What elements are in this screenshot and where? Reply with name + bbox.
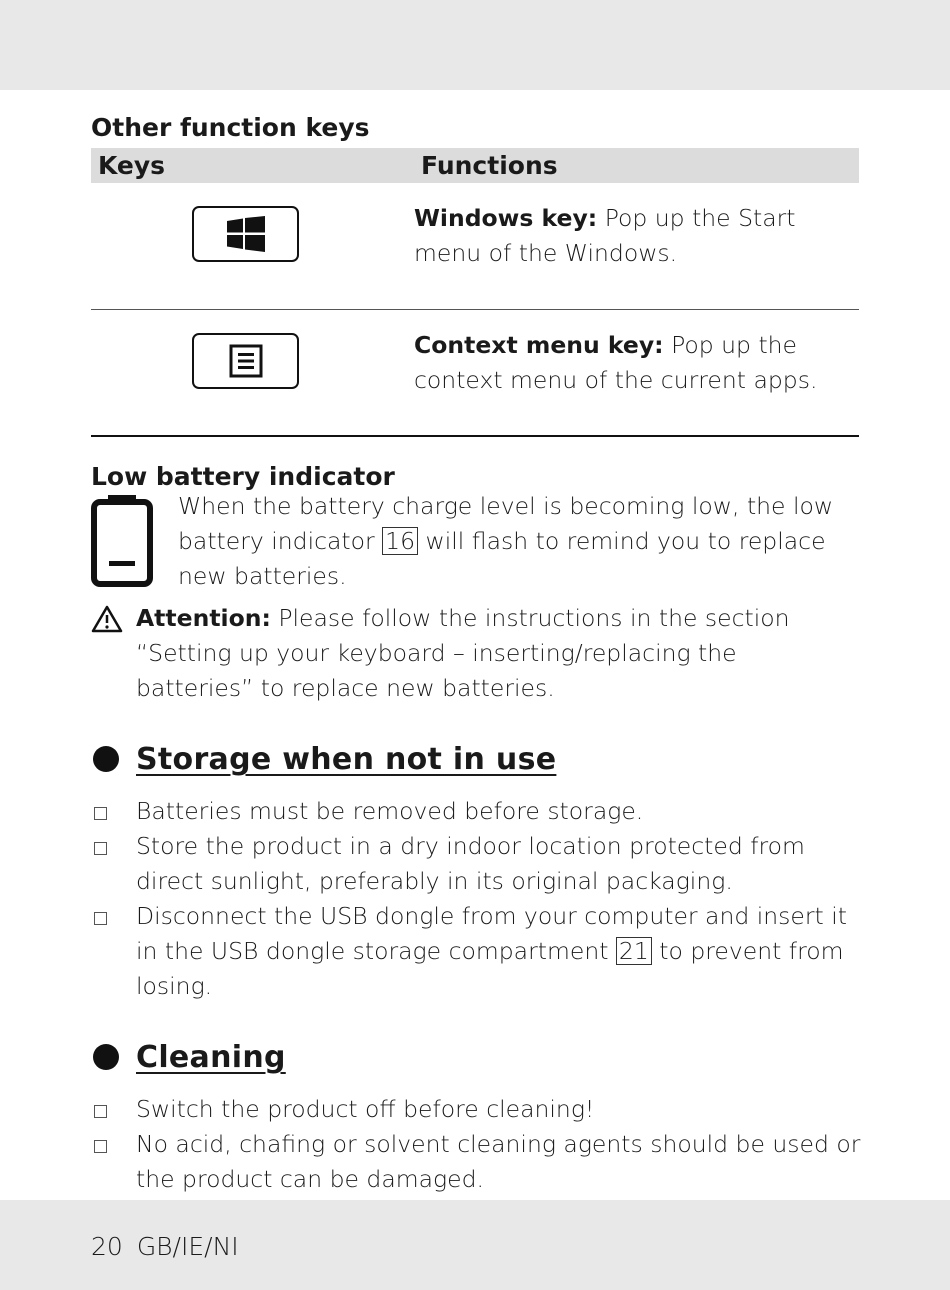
list-item-text: Disconnect the USB dongle from your computer and insert it in the USB dongle storage compartment: [136, 902, 847, 965]
attention-note: [91, 601, 861, 706]
list-item: [91, 1092, 861, 1127]
page-number: 20: [91, 1232, 123, 1261]
checkbox-square-icon: [94, 1105, 107, 1118]
list-item-text: No acid, chafing or solvent cleaning agents should be used or the product can be damaged.: [136, 1130, 861, 1193]
low-battery-text: [178, 489, 868, 594]
list-item: [91, 899, 861, 1004]
storage-list: [91, 794, 861, 1004]
windows-keycap: [192, 206, 299, 262]
attention-term: Attention:: [136, 604, 271, 632]
storage-title: Storage when not in use: [136, 742, 557, 777]
storage-compartment-ref: 21: [616, 937, 652, 965]
header-functions: Functions: [407, 148, 859, 183]
table-row: [91, 310, 859, 437]
region-code: GB/IE/NI: [136, 1232, 239, 1261]
low-battery-heading: Low battery indicator: [91, 462, 395, 491]
attention-text: Please follow the instructions in the section “Setting up your keyboard – inserting/replacing the batteries” to replace new batteries.: [136, 604, 790, 702]
low-battery-section: [91, 459, 861, 590]
cleaning-title: Cleaning: [136, 1040, 286, 1075]
list-item: [91, 829, 861, 899]
warning-icon: [91, 605, 123, 633]
table-header-row: [91, 148, 859, 183]
cleaning-list: [91, 1092, 861, 1197]
list-item: [91, 794, 861, 829]
bullet-dot-icon: [93, 746, 119, 772]
header-band: [0, 0, 950, 90]
battery-text-after: will flash to remind you to replace new batteries.: [178, 527, 826, 590]
table-row: [91, 183, 859, 310]
windows-key-term: Windows key:: [414, 204, 598, 232]
page-footer: [91, 1232, 239, 1261]
list-item: [91, 1127, 861, 1197]
function-keys-heading: Other function keys: [91, 113, 370, 142]
checkbox-square-icon: [94, 1140, 107, 1153]
checkbox-square-icon: [94, 807, 107, 820]
context-menu-key-desc: Pop up the context menu of the current apps.: [414, 331, 818, 394]
windows-key-desc: Pop up the Start menu of the Windows.: [414, 204, 796, 267]
context-menu-key-term: Context menu key:: [414, 331, 664, 359]
header-keys: Keys: [91, 148, 407, 183]
bullet-dot-icon: [93, 1044, 119, 1070]
list-item-text: Switch the product off before cleaning!: [136, 1095, 595, 1123]
function-keys-table: [91, 148, 859, 437]
checkbox-square-icon: [94, 842, 107, 855]
context-menu-keycap: [192, 333, 299, 389]
context-menu-icon: [229, 344, 263, 378]
key-cell: [91, 310, 407, 437]
page-content: [91, 110, 861, 1197]
list-item-text: Batteries must be removed before storage.: [136, 797, 644, 825]
cleaning-heading: [91, 1040, 861, 1084]
windows-logo-icon: [227, 216, 265, 252]
battery-indicator-ref: 16: [382, 527, 418, 555]
list-item-text: Store the product in a dry indoor location protected from direct sunlight, preferably in its original packaging.: [136, 832, 805, 895]
battery-text-before: When the battery charge level is becoming low, the low battery indicator: [178, 492, 834, 555]
low-battery-icon: [91, 495, 153, 587]
checkbox-square-icon: [94, 912, 107, 925]
function-cell: [407, 310, 859, 437]
function-cell: [407, 183, 859, 310]
key-cell: [91, 183, 407, 310]
list-item-text-after: to prevent from losing.: [136, 937, 844, 1000]
storage-heading: [91, 742, 861, 786]
